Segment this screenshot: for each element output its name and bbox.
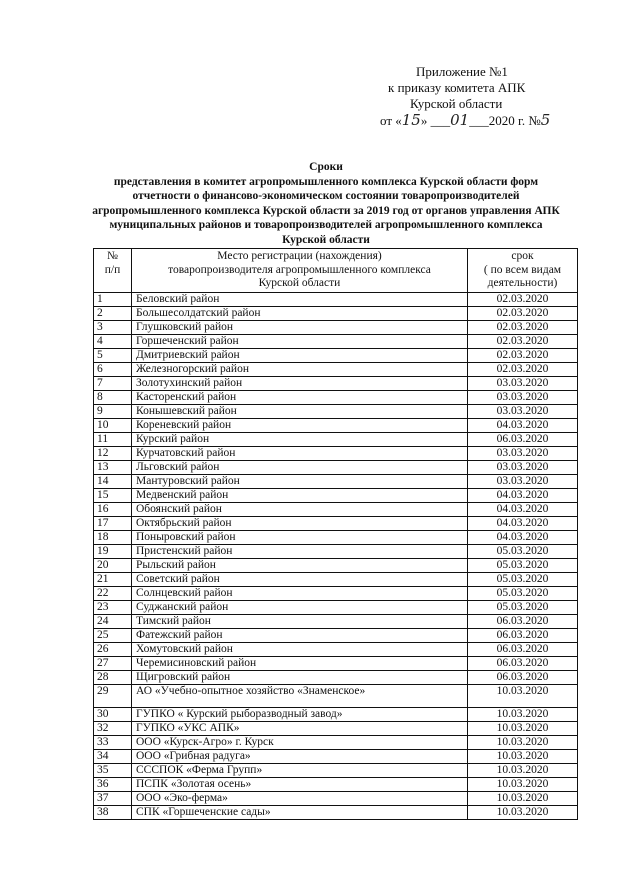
row-deadline: 10.03.2020 (468, 763, 578, 777)
row-place: Горшеченский район (132, 334, 468, 348)
table-row (94, 684, 578, 707)
table-row (94, 404, 578, 418)
table-row (94, 348, 578, 362)
row-number: 24 (94, 614, 132, 628)
row-place: Советский район (132, 572, 468, 586)
row-number: 17 (94, 516, 132, 530)
date-mid: » ___ (420, 113, 451, 128)
row-deadline: 06.03.2020 (468, 432, 578, 446)
row-number: 5 (94, 348, 132, 362)
table-row (94, 628, 578, 642)
deadlines-table (93, 248, 578, 820)
row-number: 35 (94, 763, 132, 777)
header-place (132, 249, 468, 293)
row-place: АО «Учебно-опытное хозяйство «Знаменское» (132, 684, 468, 707)
table-row (94, 558, 578, 572)
row-deadline: 04.03.2020 (468, 530, 578, 544)
row-deadline: 10.03.2020 (468, 735, 578, 749)
row-number: 38 (94, 805, 132, 819)
row-deadline: 03.03.2020 (468, 474, 578, 488)
row-number: 34 (94, 749, 132, 763)
annex-header (380, 64, 620, 129)
table-row (94, 707, 578, 721)
row-place: Курчатовский район (132, 446, 468, 460)
table-row (94, 460, 578, 474)
row-deadline: 02.03.2020 (468, 334, 578, 348)
row-deadline: 05.03.2020 (468, 600, 578, 614)
table-row (94, 432, 578, 446)
row-deadline: 10.03.2020 (468, 707, 578, 721)
table-row (94, 670, 578, 684)
table-row (94, 418, 578, 432)
row-deadline: 06.03.2020 (468, 656, 578, 670)
row-place: Хомутовский район (132, 642, 468, 656)
row-deadline: 10.03.2020 (468, 684, 578, 707)
header-term-line-3: деятельности) (487, 277, 558, 289)
row-number: 23 (94, 600, 132, 614)
row-deadline: 03.03.2020 (468, 446, 578, 460)
row-deadline: 10.03.2020 (468, 805, 578, 819)
row-place: Касторенский район (132, 390, 468, 404)
table-row (94, 530, 578, 544)
row-deadline: 02.03.2020 (468, 292, 578, 306)
handwritten-month: 01 (450, 111, 470, 129)
table-row (94, 763, 578, 777)
row-place: Золотухинский район (132, 376, 468, 390)
row-number: 8 (94, 390, 132, 404)
row-number: 30 (94, 707, 132, 721)
row-place: Глушковский район (132, 320, 468, 334)
row-place: Мантуровский район (132, 474, 468, 488)
table-row (94, 334, 578, 348)
table-row (94, 544, 578, 558)
row-place: СССПОК «Ферма Групп» (132, 763, 468, 777)
row-deadline: 04.03.2020 (468, 418, 578, 432)
row-number: 21 (94, 572, 132, 586)
row-number: 1 (94, 292, 132, 306)
row-number: 28 (94, 670, 132, 684)
table-row (94, 320, 578, 334)
row-place: ООО «Курск-Агро» г. Курск (132, 735, 468, 749)
row-place: Солнцевский район (132, 586, 468, 600)
row-number: 33 (94, 735, 132, 749)
row-number: 37 (94, 791, 132, 805)
row-place: Суджанский район (132, 600, 468, 614)
row-deadline: 04.03.2020 (468, 488, 578, 502)
row-place: Фатежский район (132, 628, 468, 642)
header-term-line-2: ( по всем видам (483, 263, 562, 276)
table-row (94, 306, 578, 320)
annex-region: Курской области (410, 96, 503, 111)
row-place: Дмитриевский район (132, 348, 468, 362)
row-number: 3 (94, 320, 132, 334)
row-place: ГУПКО «УКС АПК» (132, 721, 468, 735)
row-number: 29 (94, 684, 132, 707)
row-number: 20 (94, 558, 132, 572)
row-deadline: 10.03.2020 (468, 777, 578, 791)
title-line-6: Курской области (282, 233, 370, 246)
row-number: 26 (94, 642, 132, 656)
row-number: 32 (94, 721, 132, 735)
row-deadline: 02.03.2020 (468, 348, 578, 362)
table-row (94, 390, 578, 404)
row-number: 11 (94, 432, 132, 446)
row-place: ООО «Грибная радуга» (132, 749, 468, 763)
handwritten-number: 5 (540, 111, 551, 129)
row-place: Поныровский район (132, 530, 468, 544)
row-deadline: 03.03.2020 (468, 390, 578, 404)
row-number: 22 (94, 586, 132, 600)
title-line-5: муниципальных районов и товаропроизводителей агропромышленного комплекса (109, 219, 543, 231)
header-place-line-2: товаропроизводителя агропромышленного комплекса (168, 263, 431, 276)
row-place: Щигровский район (132, 670, 468, 684)
row-deadline: 03.03.2020 (468, 376, 578, 390)
row-place: Тимский район (132, 614, 468, 628)
row-deadline: 04.03.2020 (468, 502, 578, 516)
header-place-line-1: Место регистрации (нахождения) (217, 250, 382, 262)
row-deadline: 06.03.2020 (468, 642, 578, 656)
row-place: Железногорский район (132, 362, 468, 376)
header-number-line-1: № (107, 250, 118, 262)
row-deadline: 10.03.2020 (468, 721, 578, 735)
table-row (94, 721, 578, 735)
row-place: Пристенский район (132, 544, 468, 558)
row-deadline: 05.03.2020 (468, 586, 578, 600)
row-number: 2 (94, 306, 132, 320)
date-suffix: ___2020 г. № (469, 113, 541, 128)
table-row (94, 488, 578, 502)
table-row (94, 614, 578, 628)
table-row (94, 516, 578, 530)
row-number: 15 (94, 488, 132, 502)
row-deadline: 02.03.2020 (468, 320, 578, 334)
annex-title: Приложение №1 (416, 64, 508, 79)
row-deadline: 05.03.2020 (468, 544, 578, 558)
row-place: Беловский район (132, 292, 468, 306)
row-deadline: 06.03.2020 (468, 614, 578, 628)
row-deadline: 10.03.2020 (468, 749, 578, 763)
row-place: Конышевский район (132, 404, 468, 418)
row-place: Большесолдатский район (132, 306, 468, 320)
row-number: 4 (94, 334, 132, 348)
row-place: ПСПК «Золотая осень» (132, 777, 468, 791)
row-place: Кореневский район (132, 418, 468, 432)
row-place: Курский район (132, 432, 468, 446)
table-row (94, 791, 578, 805)
row-place: Обоянский район (132, 502, 468, 516)
row-place: Черемисиновский район (132, 656, 468, 670)
row-place: Льговский район (132, 460, 468, 474)
date-prefix: от « (380, 113, 402, 128)
row-number: 27 (94, 656, 132, 670)
annex-order-ref: к приказу комитета АПК (388, 80, 526, 95)
header-number (94, 249, 132, 293)
header-number-line-2: п/п (104, 263, 121, 276)
title-line-3: отчетности о финансово-экономическом состоянии товаропроизводителей (132, 190, 520, 202)
title-line-4: агропромышленного комплекса Курской области за 2019 год от органов управления АПК (92, 204, 560, 217)
document-title (90, 160, 562, 247)
row-deadline: 04.03.2020 (468, 516, 578, 530)
row-place: СПК «Горшеченские сады» (132, 805, 468, 819)
row-place: Октябрьский район (132, 516, 468, 530)
row-deadline: 06.03.2020 (468, 628, 578, 642)
table-row (94, 572, 578, 586)
title-line-2: представления в комитет агропромышленного комплекса Курской области форм (113, 175, 539, 188)
annex-date-line (380, 112, 620, 129)
table-row (94, 656, 578, 670)
table-row (94, 292, 578, 306)
row-place: ООО «Эко-ферма» (132, 791, 468, 805)
handwritten-day: 15 (401, 111, 421, 129)
row-deadline: 10.03.2020 (468, 791, 578, 805)
table-body (94, 292, 578, 819)
row-number: 14 (94, 474, 132, 488)
row-deadline: 03.03.2020 (468, 460, 578, 474)
row-number: 6 (94, 362, 132, 376)
table-header-row (94, 249, 578, 293)
table-row (94, 502, 578, 516)
row-number: 25 (94, 628, 132, 642)
header-term-line-1: срок (511, 250, 534, 262)
row-number: 7 (94, 376, 132, 390)
table-row (94, 376, 578, 390)
row-deadline: 02.03.2020 (468, 306, 578, 320)
table-row (94, 749, 578, 763)
row-number: 18 (94, 530, 132, 544)
row-number: 36 (94, 777, 132, 791)
row-place: ГУПКО « Курский рыборазводный завод» (132, 707, 468, 721)
row-deadline: 06.03.2020 (468, 670, 578, 684)
row-place: Рыльский район (132, 558, 468, 572)
table-row (94, 642, 578, 656)
row-deadline: 02.03.2020 (468, 362, 578, 376)
row-deadline: 05.03.2020 (468, 572, 578, 586)
row-number: 13 (94, 460, 132, 474)
table-row (94, 600, 578, 614)
row-number: 16 (94, 502, 132, 516)
row-number: 19 (94, 544, 132, 558)
table-row (94, 362, 578, 376)
row-number: 9 (94, 404, 132, 418)
table-row (94, 777, 578, 791)
row-number: 12 (94, 446, 132, 460)
row-place: Медвенский район (132, 488, 468, 502)
row-number: 10 (94, 418, 132, 432)
table-row (94, 446, 578, 460)
table-row (94, 586, 578, 600)
table-row (94, 735, 578, 749)
row-deadline: 05.03.2020 (468, 558, 578, 572)
header-term (468, 249, 578, 293)
title-line-1: Сроки (309, 161, 343, 173)
row-deadline: 03.03.2020 (468, 404, 578, 418)
table-row (94, 805, 578, 819)
header-place-line-3: Курской области (258, 277, 341, 289)
table-row (94, 474, 578, 488)
